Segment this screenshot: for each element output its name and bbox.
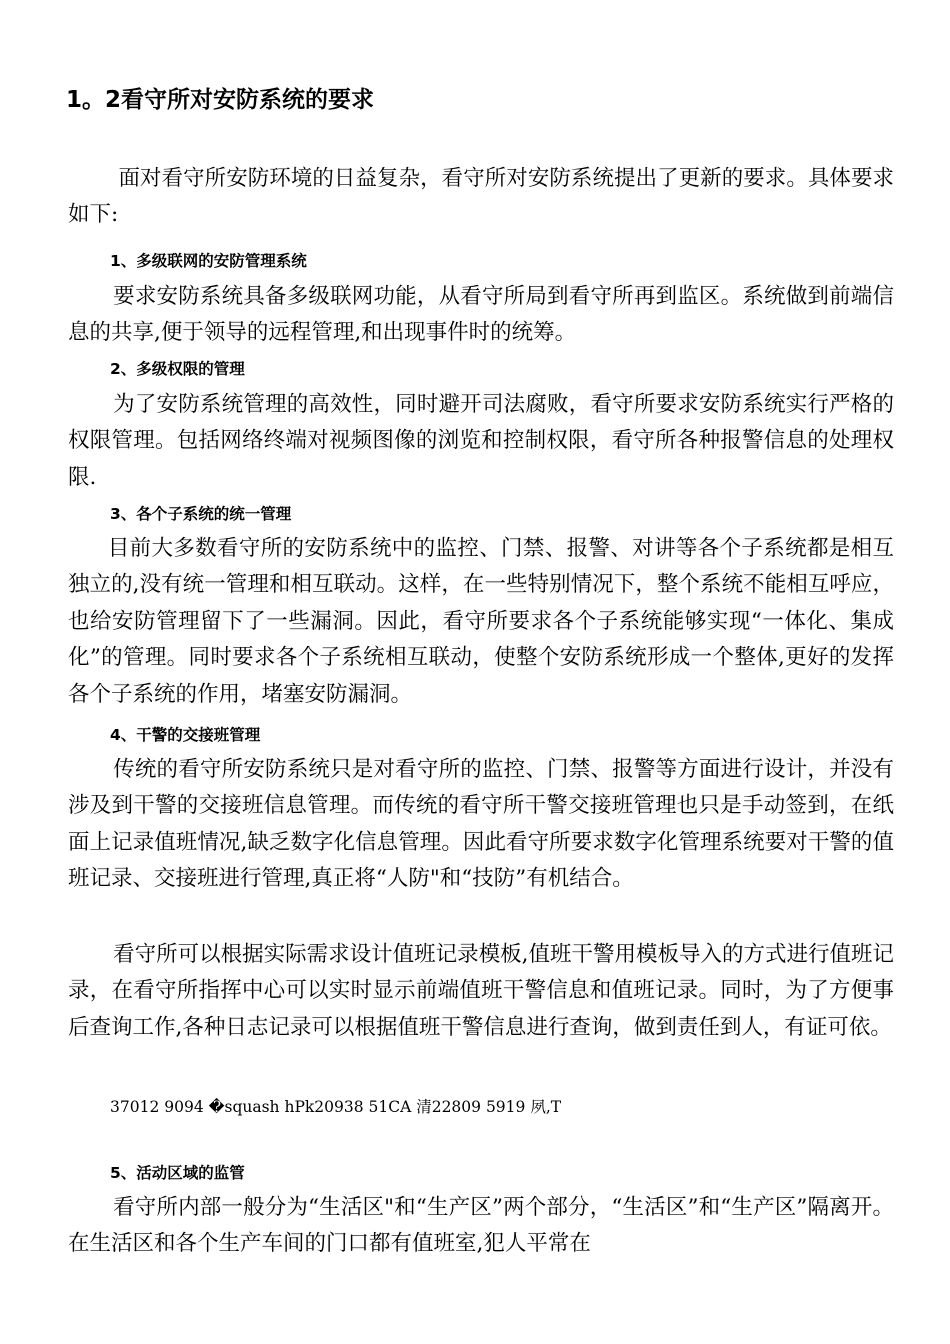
item-4-heading: 4、干警的交接班管理 [110,726,261,744]
item-5-heading: 5、活动区域的监管 [110,1164,245,1182]
item-2-paragraph: 为了安防系统管理的高效性，同时避开司法腐败，看守所要求安防系统实行严格的权限管理。包括网络终端对视频图像的浏览和控制权限，看守所各种报警信息的处理权限. [68,392,894,490]
section-title: 1。2看守所对安防系统的要求 [66,87,375,113]
code-line: 37012 9094 �squash hPk20938 51CA 清22809 5919 夙,T [110,1098,562,1116]
item-2-heading: 2、多级权限的管理 [110,360,245,378]
item-4-paragraph-2: 看守所可以根据实际需求设计值班记录模板,值班干警用模板导入的方式进行值班记录，在看守所指挥中心可以实时显示前端值班干警信息和值班记录。同时，为了方便事后查询工作,各种日志记录可以根据值班干警信息进行查询，做到责任到人，有证可依。 [68,942,894,1040]
item-3-heading: 3、各个子系统的统一管理 [110,505,292,523]
item-4-paragraph-1: 传统的看守所安防系统只是对看守所的监控、门禁、报警等方面进行设计，并没有涉及到干警的交接班信息管理。而传统的看守所干警交接班管理也只是手动签到，在纸面上记录值班情况,缺乏数字化信息管理。因此看守所要求数字化管理系统要对干警的值班记录、交接班进行管理,真正将“人防"和“技防”有机结合。 [68,757,894,892]
intro-paragraph: 面对看守所安防环境的日益复杂，看守所对安防系统提出了更新的要求。具体要求如下: [68,166,894,228]
item-3-paragraph: 目前大多数看守所的安防系统中的监控、门禁、报警、对讲等各个子系统都是相互独立的,没有统一管理和相互联动。这样，在一些特别情况下，整个系统不能相互呼应，也给安防管理留下了一些漏洞。因此，看守所要求各个子系统能够实现“一体化、集成化”的管理。同时要求各个子系统相互联动，使整个安防系统形成一个整体,更好的发挥各个子系统的作用，堵塞安防漏洞。 [68,536,894,707]
item-5-paragraph: 看守所内部一般分为“生活区"和“生产区”两个部分，“生活区”和“生产区”隔离开。在生活区和各个生产车间的门口都有值班室,犯人平常在 [68,1195,894,1257]
item-1-heading: 1、多级联网的安防管理系统 [110,252,307,270]
item-1-paragraph: 要求安防系统具备多级联网功能，从看守所局到看守所再到监区。系统做到前端信息的共享,便于领导的远程管理,和出现事件时的统筹。 [68,284,894,346]
